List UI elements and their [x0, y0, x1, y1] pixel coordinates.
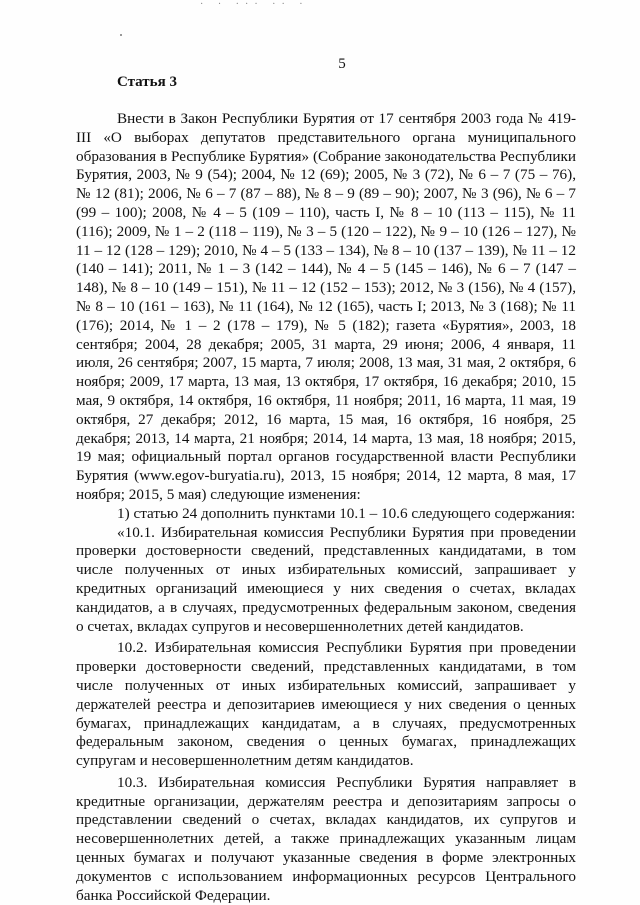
article-body [76, 110, 576, 905]
scan-artifact-dot [120, 34, 122, 36]
paragraph-10-3: 10.3. Избирательная комиссия Республики Бурятия направляет в кредитные организации, держателям реестра и депозитариям запросы о представлении сведений о счетах, вкладах кандидатов, их супругов и несовершеннолетних детей, а также принадлежащих указанным лицам ценных бумагах и получают указанные сведения в форме электронных документов с использованием информационных ресурсов Центрального банка Российской Федерации. [76, 773, 576, 904]
paragraph-10-2: 10.2. Избирательная комиссия Республики Бурятия при проведении проверки достоверности сведений, представленных кандидатами, в том числе полученных от иных избирательных комиссий, запрашивает у держателей реестра и депозитариев имеющиеся у них сведения о ценных бумагах, принадлежащих кандидатам, а в случаях, предусмотренных федеральным законом, сведения о ценных бумагах, принадлежащих супругам и несовершеннолетним детям кандидатов. [76, 639, 576, 770]
page-number: 5 [338, 56, 346, 72]
scan-artifact-marks: · · ··· ·· · [200, 0, 309, 10]
paragraph-10-1: «10.1. Избирательная комиссия Республики Бурятия при проведении проверки достоверности сведений, представленных кандидатами, в том числе полученных от иных избирательных комиссий, запрашивает у кредитных организаций имеющиеся у них сведения о счетах, вкладах кандидатов, а в случаях, предусмотренных федеральным законом, сведения о счетах, вкладах супругов и несовершеннолетних детей кандидатов. [76, 523, 576, 635]
paragraph-intro: Внести в Закон Республики Бурятия от 17 сентября 2003 года № 419-III «О выборах депутатов представительного органа муниципального образования в Республике Бурятия» (Собрание законодательства Республики Бурятия, 2003, № 9 (54); 2004, № 12 (69); 2005, № 3 (72), № 6 – 7 (75 – 76), № 12 (81); 2006, № 6 – 7 (87 – 88), № 8 – 9 (89 – 90); 2007, № 3 (96), № 6 – 7 (99 – 100); 2008, № 4 – 5 (109 – 110), часть I, № 8 – 10 (113 – 115), № 11 (116); 2009, № 1 – 2 (118 – 119), № 3 – 5 (120 – 122), № 9 – 10 (126 – 127), № 11 – 12 (128 – 129); 2010, № 4 – 5 (133 – 134), № 8 – 10 (137 – 139), № 11 – 12 (140 – 141); 2011, № 1 – 3 (142 – 144), № 4 – 5 (145 – 146), № 6 – 7 (147 – 148), № 8 – 10 (149 – 151), № 11 – 12 (152 – 153); 2012, № 3 (156), № 4 (157), № 8 – 10 (161 – 163), № 11 (164), № 12 (165), часть I; 2013, № 3 (168); № 11 (176); 2014, № 1 – 2 (178 – 179), № 5 (182); газета «Бурятия», 2003, 18 сентября; 2004, 28 декабря; 2005, 31 марта, 29 июня; 2006, 4 января, 11 июля, 26 сентября; 2007, 15 марта, 7 июля; 2008, 13 мая, 31 мая, 2 октября, 6 ноября; 2009, 17 марта, 13 мая, 13 октября, 17 октября, 16 декабря; 2010, 15 мая, 9 октября, 14 октября, 16 октября, 11 ноября; 2011, 16 марта, 11 мая, 19 октября, 27 декабря; 2012, 16 марта, 15 мая, 16 октября, 16 ноября, 25 декабря; 2013, 14 марта, 21 ноября; 2014, 14 марта, 13 мая, 18 ноября; 2015, 19 мая; официальный портал органов государственной власти Республики Бурятия (www.egov-buryatia.ru), 2013, 15 ноября; 2014, 12 марта, 8 мая, 17 ноября; 2015, 5 мая) следующие изменения: [76, 110, 576, 503]
article-title: Статья 3 [117, 74, 177, 90]
paragraph-item-1: 1) статью 24 дополнить пунктами 10.1 – 10.6 следующего содержания: [117, 504, 576, 522]
